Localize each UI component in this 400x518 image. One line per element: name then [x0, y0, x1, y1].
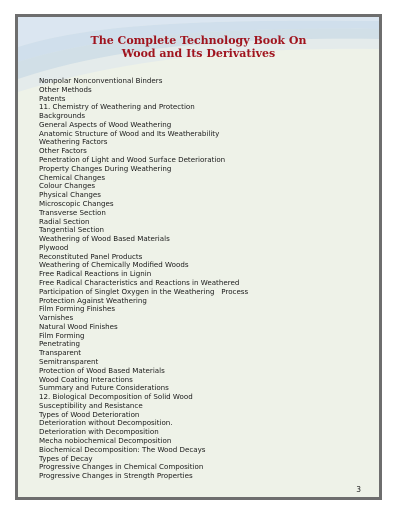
toc-item: Types of Wood Deterioration [39, 409, 140, 419]
toc-item: Plywood [39, 242, 69, 252]
page-frame [15, 14, 382, 500]
toc-item: Weathering Factors [39, 137, 108, 147]
toc-item: Deterioration without Decomposition. [39, 418, 173, 428]
table-of-contents [39, 77, 248, 481]
toc-item: General Aspects of Wood Weathering [39, 119, 172, 129]
toc-item: Deterioration with Decomposition [39, 427, 159, 437]
toc-item: Anatomic Structure of Wood and Its Weatherability [39, 128, 220, 138]
toc-item: Wood Coating Interactions [39, 374, 133, 384]
toc-item: Property Changes During Weathering [39, 163, 172, 173]
toc-item: Participation of Singlet Oxygen in the Weathering Process [39, 286, 249, 296]
toc-item: 11. Chemistry of Weathering and Protection [39, 102, 195, 112]
toc-item: Weathering of Chemically Modified Woods [39, 260, 189, 270]
toc-item: Reconstituted Panel Products [39, 251, 143, 261]
toc-item: Transverse Section [39, 207, 106, 217]
toc-item: Protection Against Weathering [39, 295, 147, 305]
toc-item: Susceptibility and Resistance [39, 400, 143, 410]
page-number: 3 [356, 485, 361, 494]
toc-item: Summary and Future Considerations [39, 383, 169, 393]
toc-item: Radial Section [39, 216, 90, 226]
toc-item: Film Forming Finishes [39, 304, 116, 314]
book-title [18, 34, 379, 60]
toc-item: Film Forming [39, 330, 85, 340]
toc-item: Natural Wood Finishes [39, 321, 118, 331]
toc-item: Penetrating [39, 339, 81, 349]
toc-item: Protection of Wood Based Materials [39, 365, 165, 375]
toc-item: Other Factors [39, 146, 87, 156]
toc-item: Physical Changes [39, 190, 101, 200]
toc-item: Biochemical Decomposition: The Wood Decays [39, 444, 206, 454]
toc-item: Transparent [39, 348, 81, 358]
toc-item: Weathering of Wood Based Materials [39, 234, 170, 244]
toc-item: Nonpolar Nonconventional Binders [39, 76, 163, 85]
toc-item: Mecha nobiochemical Decomposition [39, 436, 172, 446]
toc-item: Progressive Changes in Strength Properties [39, 471, 193, 481]
title-line-1: The Complete Technology Book On [90, 34, 307, 47]
toc-item: Microscopic Changes [39, 198, 114, 208]
toc-item: Patents [39, 93, 66, 103]
toc-item: Chemical Changes [39, 172, 106, 182]
toc-item: Penetration of Light and Wood Surface Deterioration [39, 155, 226, 165]
toc-item: Semitransparent [39, 357, 99, 366]
toc-item: Free Radical Characteristics and Reactions in Weathered [39, 277, 240, 287]
toc-item: Varnishes [39, 313, 74, 323]
toc-item: 12. Biological Decomposition of Solid Wood [39, 392, 193, 402]
toc-item: Free Radical Reactions in Lignin [39, 269, 152, 279]
title-line-2: Wood and Its Derivatives [121, 47, 276, 60]
toc-item: Backgrounds [39, 111, 86, 121]
toc-item: Tangential Section [39, 225, 105, 235]
toc-item: Progressive Changes in Chemical Composition [39, 462, 204, 472]
toc-item: Colour Changes [39, 181, 96, 191]
toc-item: Types of Decay [39, 453, 93, 463]
toc-item: Other Methods [39, 84, 92, 94]
